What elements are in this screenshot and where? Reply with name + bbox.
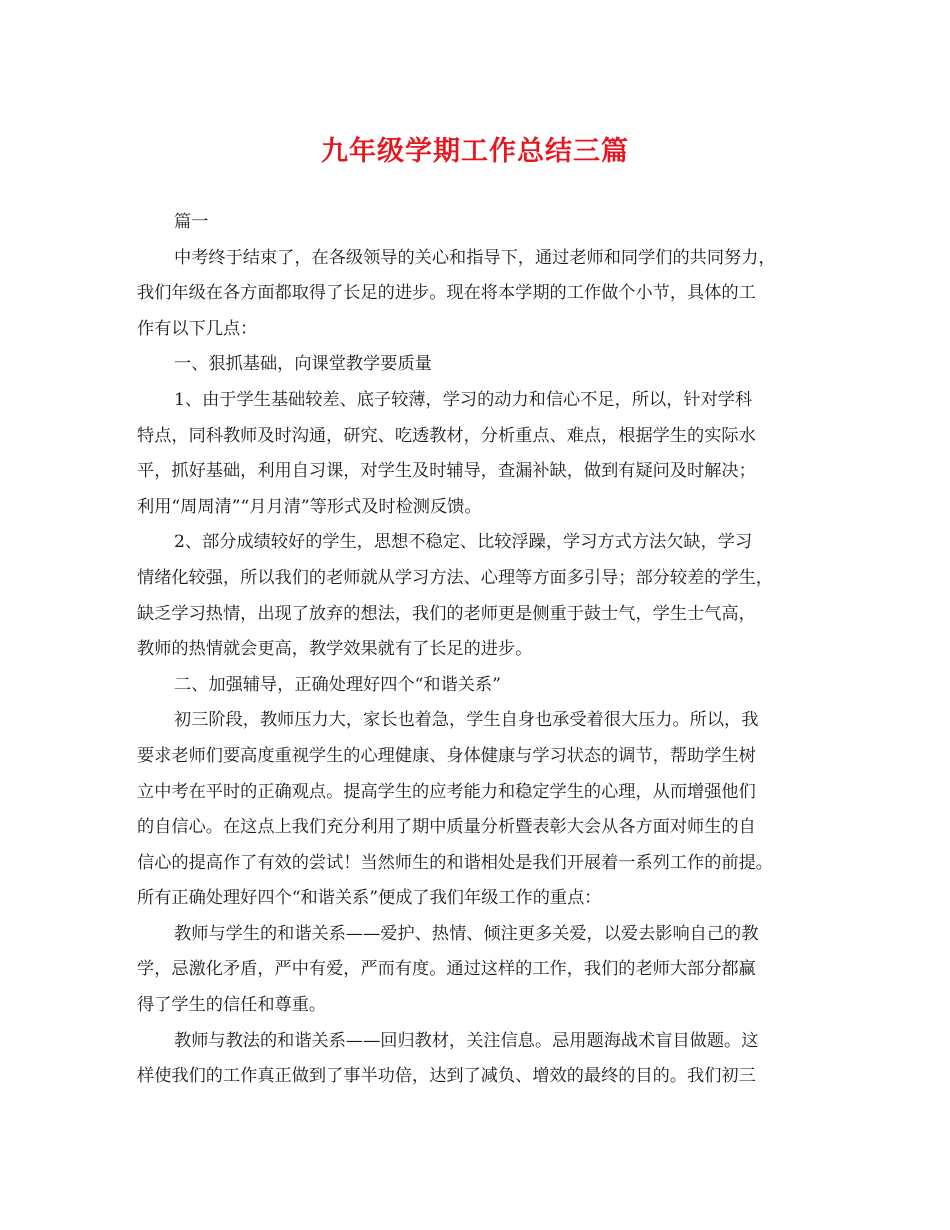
text-line: 2、部分成绩较好的学生，思想不稳定、比较浮躁，学习方式方法欠缺，学习 xyxy=(174,532,753,553)
text-line: 学，忌激化矛盾，严中有爱，严而有度。通过这样的工作，我们的老师大部分都赢 xyxy=(137,959,756,980)
text-line: 初三阶段，教师压力大，家长也着急，学生自身也承受着很大压力。所以，我 xyxy=(174,710,759,731)
text-line: 平，抓好基础，利用自习课，对学生及时辅导，查漏补缺，做到有疑问及时解决； xyxy=(137,461,756,482)
document-title: 九年级学期工作总结三篇 xyxy=(321,136,629,167)
text-line: 篇一 xyxy=(174,212,209,232)
text-line: 中考终于结束了，在各级领导的关心和指导下，通过老师和同学们的共同努力， xyxy=(174,247,776,268)
text-line: 情绪化较强，所以我们的老师就从学习方法、心理等方面多引导；部分较差的学生， xyxy=(137,567,773,588)
text-line: 二、加强辅导，正确处理好四个“和谐关系” xyxy=(174,674,501,695)
text-line: 作有以下几点： xyxy=(137,318,258,339)
text-line: 得了学生的信任和尊重。 xyxy=(137,995,327,1016)
text-line: 的自信心。在这点上我们充分利用了期中质量分析暨表彰大会从各方面对师生的自 xyxy=(137,817,756,838)
text-line: 所有正确处理好四个“和谐关系”便成了我们年级工作的重点： xyxy=(137,888,602,909)
text-line: 样使我们的工作真正做到了事半功倍，达到了减负、增效的最终的目的。我们初三 xyxy=(137,1066,756,1087)
text-line: 缺乏学习热情，出现了放弃的想法，我们的老师更是侧重于鼓士气，学生士气高， xyxy=(137,603,756,624)
document-body xyxy=(137,205,837,1095)
text-line: 信心的提高作了有效的尝试！当然师生的和谐相处是我们开展着一系列工作的前提。 xyxy=(137,852,773,873)
text-line: 教师与学生的和谐关系——爱护、热情、倾注更多关爱，以爱去影响自己的教 xyxy=(174,923,759,944)
text-line: 立中考在平时的正确观点。提高学生的应考能力和稳定学生的心理，从而增强他们 xyxy=(137,781,756,802)
text-line: 教师的热情就会更高，教学效果就有了长足的进步。 xyxy=(137,639,533,660)
text-line: 特点，同科教师及时沟通，研究、吃透教材，分析重点、难点，根据学生的实际水 xyxy=(137,425,756,446)
text-line: 一、狠抓基础，向课堂教学要质量 xyxy=(174,354,432,375)
text-line: 要求老师们要高度重视学生的心理健康、身体健康与学习状态的调节，帮助学生树 xyxy=(137,745,756,766)
text-line: 我们年级在各方面都取得了长足的进步。现在将本学期的工作做个小节，具体的工 xyxy=(137,283,756,304)
text-line: 教师与教法的和谐关系——回归教材，关注信息。忌用题海战术盲目做题。这 xyxy=(174,1030,759,1051)
text-line: 利用“周周清”“月月清”等形式及时检测反馈。 xyxy=(137,496,482,517)
text-line: 1、由于学生基础较差、底子较薄，学习的动力和信心不足，所以，针对学科 xyxy=(174,389,753,410)
